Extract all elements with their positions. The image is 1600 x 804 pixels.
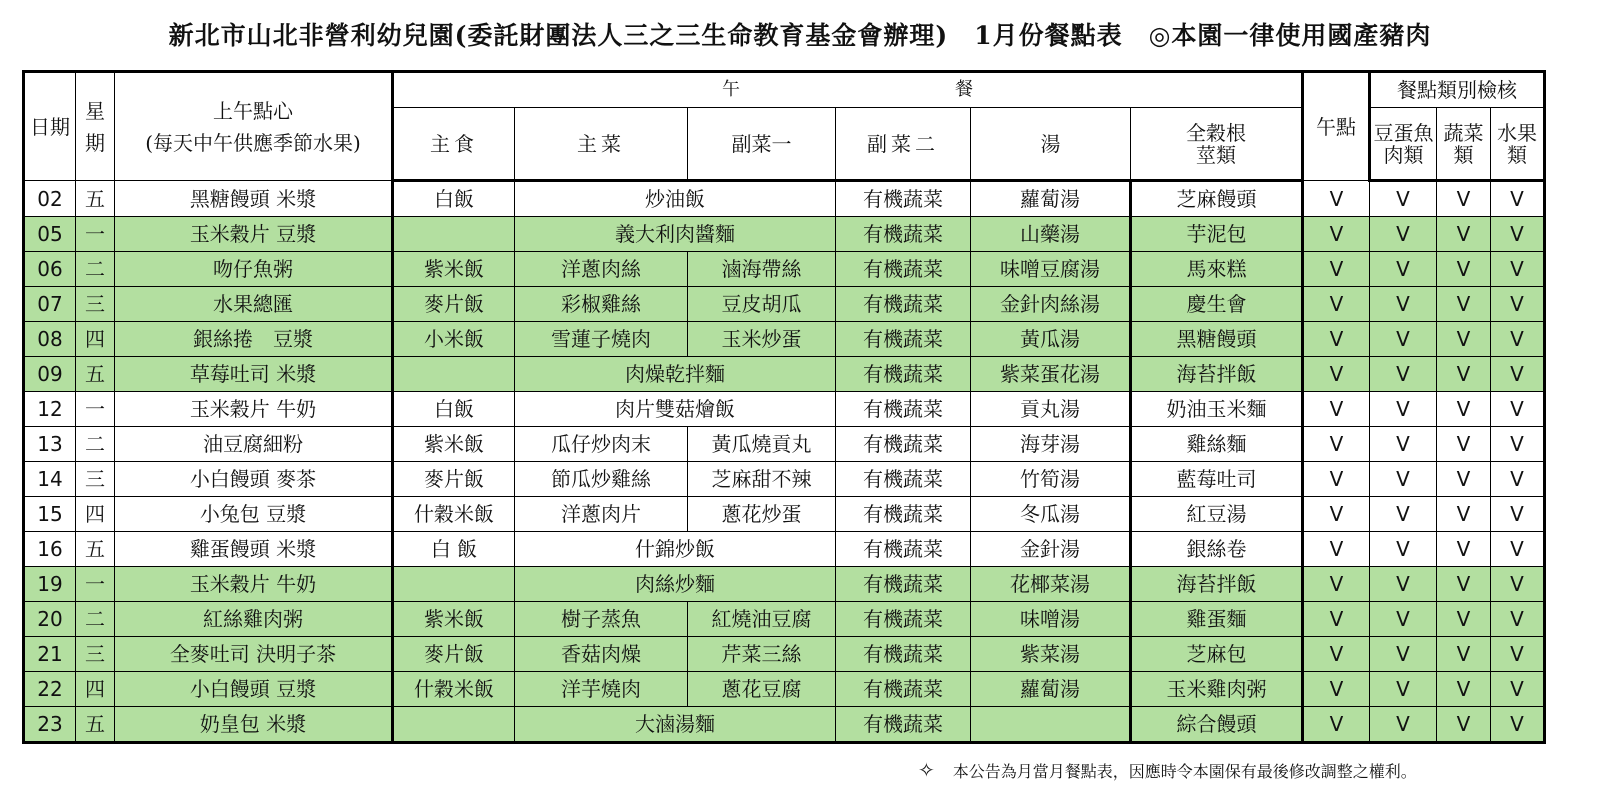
main-dish-cell: 什錦炒飯 bbox=[515, 532, 836, 567]
side1-cell: 玉米炒蛋 bbox=[688, 322, 836, 357]
staple-cell: 麥片飯 bbox=[393, 287, 515, 322]
check-mark-cell: V bbox=[1491, 707, 1545, 743]
staple-cell: 麥片飯 bbox=[393, 462, 515, 497]
lunch-combined-cell bbox=[393, 567, 515, 602]
check-mark-cell: V bbox=[1370, 181, 1437, 217]
header-morning-snack-line1: 上午點心 bbox=[213, 98, 293, 123]
morning-snack-cell: 銀絲捲 豆漿 bbox=[115, 322, 393, 357]
header-check-grain bbox=[1131, 108, 1303, 181]
check-mark-cell: V bbox=[1370, 707, 1437, 743]
weekday-cell: 一 bbox=[76, 392, 115, 427]
check-mark-cell: V bbox=[1437, 707, 1491, 743]
check-mark-cell: V bbox=[1370, 427, 1437, 462]
date-cell: 14 bbox=[24, 462, 76, 497]
date-cell: 21 bbox=[24, 637, 76, 672]
table-row bbox=[24, 672, 1545, 707]
check-mark-cell: V bbox=[1370, 497, 1437, 532]
side1-cell: 豆皮胡瓜 bbox=[688, 287, 836, 322]
soup-cell: 味噌湯 bbox=[971, 602, 1131, 637]
soup-cell: 花椰菜湯 bbox=[971, 567, 1131, 602]
check-mark-cell: V bbox=[1491, 392, 1545, 427]
morning-snack-cell: 奶皇包 米漿 bbox=[115, 707, 393, 743]
weekday-cell: 三 bbox=[76, 637, 115, 672]
header-side1: 副菜一 bbox=[688, 108, 836, 181]
afternoon-snack-cell: 馬來糕 bbox=[1131, 252, 1303, 287]
table-row bbox=[24, 427, 1545, 462]
check-mark-cell: V bbox=[1303, 392, 1370, 427]
main-dish-cell: 大滷湯麵 bbox=[515, 707, 836, 743]
table-row bbox=[24, 462, 1545, 497]
main-dish-cell: 肉絲炒麵 bbox=[515, 567, 836, 602]
check-mark-cell: V bbox=[1491, 567, 1545, 602]
afternoon-snack-cell: 奶油玉米麵 bbox=[1131, 392, 1303, 427]
weekday-cell: 四 bbox=[76, 672, 115, 707]
check-mark-cell: V bbox=[1491, 322, 1545, 357]
header-afternoon-snack: 午點 bbox=[1303, 72, 1370, 181]
header-check-grain-2: 莖類 bbox=[1196, 142, 1236, 167]
afternoon-snack-cell: 海苔拌飯 bbox=[1131, 357, 1303, 392]
weekday-cell: 一 bbox=[76, 217, 115, 252]
side2-cell: 有機蔬菜 bbox=[836, 497, 971, 532]
header-check-protein bbox=[1370, 108, 1437, 181]
table-row bbox=[24, 532, 1545, 567]
check-mark-cell: V bbox=[1491, 217, 1545, 252]
check-mark-cell: V bbox=[1303, 252, 1370, 287]
main-dish-cell: 肉片雙菇燴飯 bbox=[515, 392, 836, 427]
main-dish-cell: 彩椒雞絲 bbox=[515, 287, 688, 322]
table-row bbox=[24, 707, 1545, 743]
morning-snack-cell: 黑糖饅頭 米漿 bbox=[115, 181, 393, 217]
main-dish-cell: 香菇肉燥 bbox=[515, 637, 688, 672]
header-check-veg bbox=[1437, 108, 1491, 181]
staple-cell: 紫米飯 bbox=[393, 602, 515, 637]
side2-cell: 有機蔬菜 bbox=[836, 252, 971, 287]
table-row bbox=[24, 392, 1545, 427]
weekday-cell: 五 bbox=[76, 181, 115, 217]
side2-cell: 有機蔬菜 bbox=[836, 427, 971, 462]
staple-cell: 小米飯 bbox=[393, 322, 515, 357]
weekday-cell: 三 bbox=[76, 287, 115, 322]
weekday-cell: 五 bbox=[76, 707, 115, 743]
header-check-fruit-1: 水果 bbox=[1497, 120, 1537, 145]
check-mark-cell: V bbox=[1491, 287, 1545, 322]
check-mark-cell: V bbox=[1491, 357, 1545, 392]
header-soup: 湯 bbox=[971, 108, 1131, 181]
header-side2: 副菜二 bbox=[836, 108, 971, 181]
header-check-group: 餐點類別檢核 bbox=[1370, 72, 1545, 108]
check-mark-cell: V bbox=[1303, 287, 1370, 322]
check-mark-cell: V bbox=[1303, 497, 1370, 532]
morning-snack-cell: 玉米穀片 牛奶 bbox=[115, 567, 393, 602]
check-mark-cell: V bbox=[1303, 672, 1370, 707]
check-mark-cell: V bbox=[1437, 532, 1491, 567]
check-mark-cell: V bbox=[1491, 497, 1545, 532]
main-dish-cell: 雪蓮子燒肉 bbox=[515, 322, 688, 357]
side2-cell: 有機蔬菜 bbox=[836, 602, 971, 637]
main-dish-cell: 肉燥乾拌麵 bbox=[515, 357, 836, 392]
lunch-combined-cell bbox=[393, 707, 515, 743]
weekday-cell: 二 bbox=[76, 602, 115, 637]
side2-cell: 有機蔬菜 bbox=[836, 392, 971, 427]
afternoon-snack-cell: 黑糖饅頭 bbox=[1131, 322, 1303, 357]
weekday-cell: 五 bbox=[76, 532, 115, 567]
morning-snack-cell: 全麥吐司 決明子茶 bbox=[115, 637, 393, 672]
check-mark-cell: V bbox=[1437, 217, 1491, 252]
check-mark-cell: V bbox=[1303, 322, 1370, 357]
soup-cell: 竹筍湯 bbox=[971, 462, 1131, 497]
side2-cell: 有機蔬菜 bbox=[836, 181, 971, 217]
check-mark-cell: V bbox=[1370, 287, 1437, 322]
date-cell: 15 bbox=[24, 497, 76, 532]
table-row bbox=[24, 252, 1545, 287]
check-mark-cell: V bbox=[1370, 217, 1437, 252]
header-check-protein-2: 肉類 bbox=[1383, 142, 1424, 167]
check-mark-cell: V bbox=[1303, 462, 1370, 497]
morning-snack-cell: 雞蛋饅頭 米漿 bbox=[115, 532, 393, 567]
check-mark-cell: V bbox=[1370, 602, 1437, 637]
side2-cell: 有機蔬菜 bbox=[836, 357, 971, 392]
check-mark-cell: V bbox=[1437, 322, 1491, 357]
staple-cell: 白飯 bbox=[393, 181, 515, 217]
morning-snack-cell: 小兔包 豆漿 bbox=[115, 497, 393, 532]
soup-cell: 金針肉絲湯 bbox=[971, 287, 1131, 322]
main-dish-cell: 瓜仔炒肉末 bbox=[515, 427, 688, 462]
check-mark-cell: V bbox=[1437, 392, 1491, 427]
header-check-veg-2: 類 bbox=[1453, 142, 1474, 167]
side1-cell: 芹菜三絲 bbox=[688, 637, 836, 672]
header-check-veg-1: 蔬菜 bbox=[1443, 120, 1484, 145]
header-morning-snack bbox=[115, 72, 393, 181]
date-cell: 20 bbox=[24, 602, 76, 637]
side2-cell: 有機蔬菜 bbox=[836, 462, 971, 497]
weekday-cell: 二 bbox=[76, 427, 115, 462]
main-dish-cell: 節瓜炒雞絲 bbox=[515, 462, 688, 497]
afternoon-snack-cell: 銀絲卷 bbox=[1131, 532, 1303, 567]
date-cell: 06 bbox=[24, 252, 76, 287]
header-staple: 主食 bbox=[393, 108, 515, 181]
table-row bbox=[24, 602, 1545, 637]
morning-snack-cell: 小白饅頭 豆漿 bbox=[115, 672, 393, 707]
afternoon-snack-cell: 綜合饅頭 bbox=[1131, 707, 1303, 743]
header-check-protein-1: 豆蛋魚 bbox=[1373, 120, 1434, 145]
table-row bbox=[24, 287, 1545, 322]
side2-cell: 有機蔬菜 bbox=[836, 287, 971, 322]
header-check-fruit bbox=[1491, 108, 1545, 181]
date-cell: 22 bbox=[24, 672, 76, 707]
check-mark-cell: V bbox=[1437, 497, 1491, 532]
weekday-cell: 五 bbox=[76, 357, 115, 392]
check-mark-cell: V bbox=[1303, 532, 1370, 567]
check-mark-cell: V bbox=[1491, 532, 1545, 567]
date-cell: 09 bbox=[24, 357, 76, 392]
side2-cell: 有機蔬菜 bbox=[836, 322, 971, 357]
check-mark-cell: V bbox=[1437, 672, 1491, 707]
date-cell: 12 bbox=[24, 392, 76, 427]
check-mark-cell: V bbox=[1303, 217, 1370, 252]
main-dish-cell: 炒油飯 bbox=[515, 181, 836, 217]
page-title: 新北市山北非營利幼兒園(委託財團法人三之三生命教育基金會辦理) 1月份餐點表 ◎本園一律使用國產豬肉 bbox=[168, 21, 1432, 50]
table-row bbox=[24, 637, 1545, 672]
side1-cell: 蔥花豆腐 bbox=[688, 672, 836, 707]
footer-note-text: 本公告為月當月餐點表，因應時令本園保有最後修改調整之權利。 bbox=[952, 762, 1417, 781]
table-row bbox=[24, 217, 1545, 252]
check-mark-cell: V bbox=[1491, 252, 1545, 287]
check-mark-cell: V bbox=[1437, 567, 1491, 602]
check-mark-cell: V bbox=[1437, 602, 1491, 637]
soup-cell: 山藥湯 bbox=[971, 217, 1131, 252]
soup-cell: 貢丸湯 bbox=[971, 392, 1131, 427]
side1-cell: 黃瓜燒貢丸 bbox=[688, 427, 836, 462]
morning-snack-cell: 紅絲雞肉粥 bbox=[115, 602, 393, 637]
weekday-cell: 二 bbox=[76, 252, 115, 287]
date-cell: 13 bbox=[24, 427, 76, 462]
header-morning-snack-line2: (每天中午供應季節水果) bbox=[145, 130, 361, 155]
side1-cell: 紅燒油豆腐 bbox=[688, 602, 836, 637]
date-cell: 08 bbox=[24, 322, 76, 357]
soup-cell: 金針湯 bbox=[971, 532, 1131, 567]
side2-cell: 有機蔬菜 bbox=[836, 672, 971, 707]
soup-cell: 紫菜湯 bbox=[971, 637, 1131, 672]
morning-snack-cell: 吻仔魚粥 bbox=[115, 252, 393, 287]
check-mark-cell: V bbox=[1370, 462, 1437, 497]
main-dish-cell: 義大利肉醬麵 bbox=[515, 217, 836, 252]
staple-cell: 什穀米飯 bbox=[393, 672, 515, 707]
soup-cell: 味噌豆腐湯 bbox=[971, 252, 1131, 287]
staple-cell: 紫米飯 bbox=[393, 252, 515, 287]
check-mark-cell: V bbox=[1303, 427, 1370, 462]
morning-snack-cell: 玉米穀片 豆漿 bbox=[115, 217, 393, 252]
soup-cell: 海芽湯 bbox=[971, 427, 1131, 462]
afternoon-snack-cell: 雞蛋麵 bbox=[1131, 602, 1303, 637]
header-check-grain-1: 全穀根 bbox=[1186, 120, 1246, 145]
afternoon-snack-cell: 芝麻包 bbox=[1131, 637, 1303, 672]
check-mark-cell: V bbox=[1370, 532, 1437, 567]
main-dish-cell: 洋蔥肉絲 bbox=[515, 252, 688, 287]
weekday-cell: 三 bbox=[76, 462, 115, 497]
check-mark-cell: V bbox=[1437, 357, 1491, 392]
check-mark-cell: V bbox=[1370, 637, 1437, 672]
afternoon-snack-cell: 海苔拌飯 bbox=[1131, 567, 1303, 602]
footer-note bbox=[918, 758, 1417, 782]
afternoon-snack-cell: 藍莓吐司 bbox=[1131, 462, 1303, 497]
header-check-fruit-2: 類 bbox=[1507, 142, 1527, 167]
side2-cell: 有機蔬菜 bbox=[836, 637, 971, 672]
check-mark-cell: V bbox=[1370, 392, 1437, 427]
side1-cell: 蔥花炒蛋 bbox=[688, 497, 836, 532]
check-mark-cell: V bbox=[1303, 357, 1370, 392]
weekday-cell: 一 bbox=[76, 567, 115, 602]
check-mark-cell: V bbox=[1491, 672, 1545, 707]
side1-cell: 芝麻甜不辣 bbox=[688, 462, 836, 497]
header-weekday bbox=[76, 72, 115, 181]
weekday-cell: 四 bbox=[76, 322, 115, 357]
staple-cell: 紫米飯 bbox=[393, 427, 515, 462]
check-mark-cell: V bbox=[1437, 637, 1491, 672]
check-mark-cell: V bbox=[1437, 252, 1491, 287]
soup-cell: 蘿蔔湯 bbox=[971, 672, 1131, 707]
check-mark-cell: V bbox=[1491, 181, 1545, 217]
date-cell: 07 bbox=[24, 287, 76, 322]
weekday-cell: 四 bbox=[76, 497, 115, 532]
check-mark-cell: V bbox=[1491, 462, 1545, 497]
check-mark-cell: V bbox=[1303, 567, 1370, 602]
check-mark-cell: V bbox=[1303, 602, 1370, 637]
soup-cell: 黃瓜湯 bbox=[971, 322, 1131, 357]
date-cell: 23 bbox=[24, 707, 76, 743]
check-mark-cell: V bbox=[1370, 672, 1437, 707]
morning-snack-cell: 玉米穀片 牛奶 bbox=[115, 392, 393, 427]
header-lunch-left: 午 bbox=[722, 79, 740, 101]
date-cell: 19 bbox=[24, 567, 76, 602]
check-mark-cell: V bbox=[1491, 427, 1545, 462]
staple-cell: 白飯 bbox=[393, 392, 515, 427]
side2-cell: 有機蔬菜 bbox=[836, 567, 971, 602]
main-dish-cell: 樹子蒸魚 bbox=[515, 602, 688, 637]
date-cell: 02 bbox=[24, 181, 76, 217]
afternoon-snack-cell: 慶生會 bbox=[1131, 287, 1303, 322]
soup-cell: 冬瓜湯 bbox=[971, 497, 1131, 532]
side2-cell: 有機蔬菜 bbox=[836, 217, 971, 252]
side2-cell: 有機蔬菜 bbox=[836, 532, 971, 567]
check-mark-cell: V bbox=[1370, 567, 1437, 602]
main-dish-cell: 洋芋燒肉 bbox=[515, 672, 688, 707]
date-cell: 16 bbox=[24, 532, 76, 567]
lunch-combined-cell bbox=[393, 357, 515, 392]
check-mark-cell: V bbox=[1370, 357, 1437, 392]
staple-cell: 白 飯 bbox=[393, 532, 515, 567]
check-mark-cell: V bbox=[1437, 287, 1491, 322]
check-mark-cell: V bbox=[1303, 181, 1370, 217]
check-mark-cell: V bbox=[1303, 637, 1370, 672]
table-row bbox=[24, 357, 1545, 392]
header-weekday-text: 星期 bbox=[85, 98, 105, 155]
sparkle-icon: ✧ bbox=[918, 758, 935, 782]
soup-cell: 紫菜蛋花湯 bbox=[971, 357, 1131, 392]
afternoon-snack-cell: 芋泥包 bbox=[1131, 217, 1303, 252]
morning-snack-cell: 水果總匯 bbox=[115, 287, 393, 322]
header-lunch-right: 餐 bbox=[955, 79, 973, 101]
header-main-dish: 主菜 bbox=[515, 108, 688, 181]
check-mark-cell: V bbox=[1491, 602, 1545, 637]
afternoon-snack-cell: 玉米雞肉粥 bbox=[1131, 672, 1303, 707]
date-cell: 05 bbox=[24, 217, 76, 252]
check-mark-cell: V bbox=[1303, 707, 1370, 743]
header-date: 日期 bbox=[24, 72, 76, 181]
morning-snack-cell: 小白饅頭 麥茶 bbox=[115, 462, 393, 497]
check-mark-cell: V bbox=[1370, 252, 1437, 287]
soup-cell: 蘿蔔湯 bbox=[971, 181, 1131, 217]
side1-cell: 滷海帶絲 bbox=[688, 252, 836, 287]
table-row bbox=[24, 567, 1545, 602]
staple-cell: 麥片飯 bbox=[393, 637, 515, 672]
lunch-combined-cell bbox=[393, 217, 515, 252]
check-mark-cell: V bbox=[1491, 637, 1545, 672]
header-lunch-group bbox=[393, 72, 1303, 108]
morning-snack-cell: 油豆腐細粉 bbox=[115, 427, 393, 462]
morning-snack-cell: 草莓吐司 米漿 bbox=[115, 357, 393, 392]
check-mark-cell: V bbox=[1437, 462, 1491, 497]
check-mark-cell: V bbox=[1370, 322, 1437, 357]
side2-cell: 有機蔬菜 bbox=[836, 707, 971, 743]
afternoon-snack-cell: 雞絲麵 bbox=[1131, 427, 1303, 462]
afternoon-snack-cell: 紅豆湯 bbox=[1131, 497, 1303, 532]
table-row bbox=[24, 497, 1545, 532]
table-row bbox=[24, 181, 1545, 217]
check-mark-cell: V bbox=[1437, 427, 1491, 462]
check-mark-cell: V bbox=[1437, 181, 1491, 217]
staple-cell: 什穀米飯 bbox=[393, 497, 515, 532]
meal-table bbox=[22, 70, 1546, 744]
main-dish-cell: 洋蔥肉片 bbox=[515, 497, 688, 532]
table-row bbox=[24, 322, 1545, 357]
afternoon-snack-cell: 芝麻饅頭 bbox=[1131, 181, 1303, 217]
soup-cell bbox=[971, 707, 1131, 743]
